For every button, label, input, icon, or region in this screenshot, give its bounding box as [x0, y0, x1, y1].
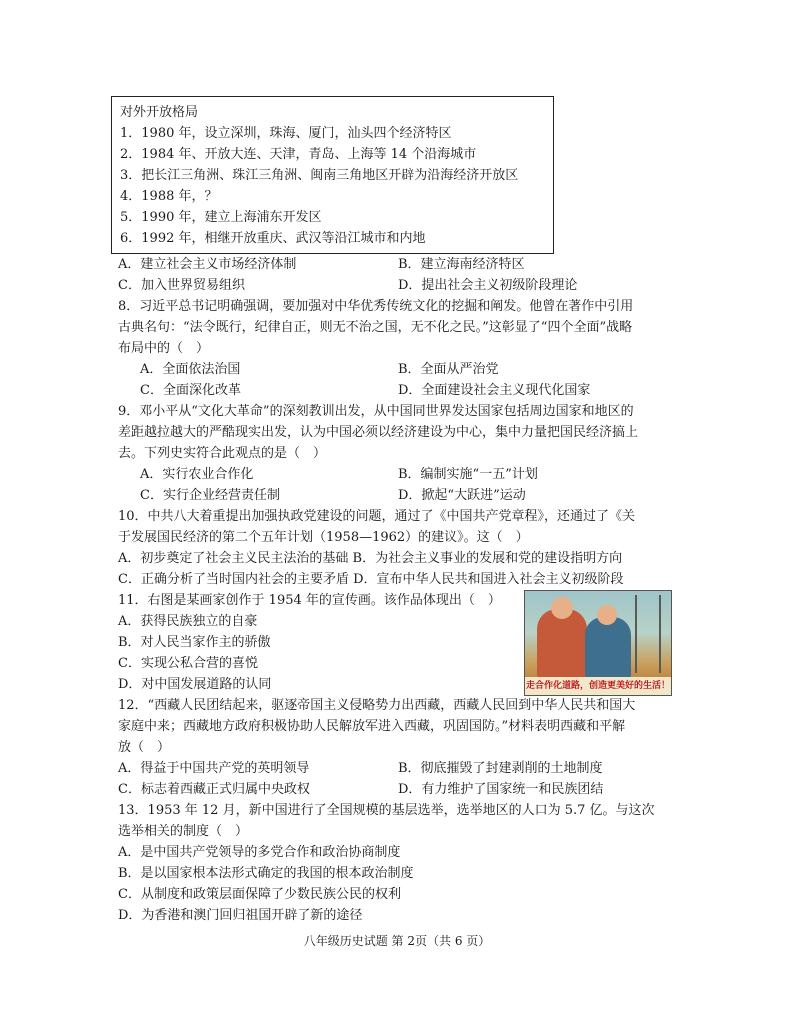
option-b: B．对人民当家作主的骄傲 — [118, 635, 271, 650]
option-a: A．全面依法治国 — [140, 362, 241, 377]
option-b: B．彻底摧毁了封建剥削的土地制度 — [398, 761, 603, 776]
option-d: D．提出社会主义初级阶段理论 — [398, 278, 578, 293]
option-c: C．全面深化改革 — [140, 383, 241, 398]
option-c: C．标志着西藏正式归属中央政权 — [118, 782, 310, 797]
option-a: A．建立社会主义市场经济体制 — [118, 257, 297, 272]
q10-stem: 10．中共八大着重提出加强执政党建设的问题，通过了《中国共产党章程》，还通过了《关 — [118, 509, 636, 524]
q10-options-cd: C．正确分析了当时国内社会的主要矛盾 D．宣布中华人民共和国进入社会主义初级阶段 — [118, 572, 624, 587]
option-b: B．建立海南经济特区 — [398, 257, 525, 272]
q8-options-row2 — [118, 380, 678, 401]
option-b: B．是以国家根本法形式确定的我国的根本政治制度 — [118, 866, 414, 881]
poster-figure-woman — [585, 617, 631, 679]
table-line: 6．1992 年，相继开放重庆、武汉等沿江城市和内地 — [120, 231, 426, 246]
q8-options-row1 — [118, 359, 678, 380]
poster-figure-head — [551, 597, 573, 619]
page-footer: 八年级历史试题 第 2页（共 6 页） — [303, 934, 491, 948]
q13-stem: 选举相关的制度（ ） — [118, 824, 249, 839]
open-policy-table — [111, 96, 554, 254]
q11-stem: 11．右图是某画家创作于 1954 年的宣传画。该作品体现出（ ） — [118, 593, 501, 608]
table-line: 1．1980 年，设立深圳，珠海、厦门，汕头四个经济特区 — [120, 126, 452, 141]
option-d: D．对中国发展道路的认同 — [118, 677, 272, 692]
option-d: D．为香港和澳门回归祖国开辟了新的途径 — [118, 908, 363, 923]
poster-caption: 走合作化道路，创造更美好的生活！ — [525, 677, 671, 695]
table-line: 2．1984 年、开放大连、天津，青岛、上海等 14 个沿海城市 — [120, 147, 477, 162]
option-d: D．全面建设社会主义现代化国家 — [398, 383, 591, 398]
option-c: C．实行企业经营责任制 — [140, 488, 280, 503]
q12-options-row2 — [118, 779, 678, 800]
q10-stem: 于发展国民经济的第二个五年计划（1958—1962）的建议》。这（ ） — [118, 530, 529, 545]
q9-stem: 差距越拉越大的严酷现实出发，认为中国必须以经济建设为中心，集中力量把国民经济搞上 — [118, 425, 639, 440]
q9-options-row2 — [118, 485, 678, 506]
q13-stem: 13．1953 年 12 月，新中国进行了全国规模的基层选举，选举地区的人口为 5.7 亿。与这次 — [118, 803, 655, 818]
q9-stem: 去。下列史实符合此观点的是（ ） — [118, 446, 327, 461]
q12-stem: 放（ ） — [118, 740, 171, 755]
q8-stem: 布局中的（ ） — [118, 341, 210, 356]
q9-stem: 9．邓小平从“文化大革命”的深刻教训出发，从中国同世界发达国家包括周边国家和地区的 — [118, 404, 634, 419]
table-line: 5．1990 年，建立上海浦东开发区 — [120, 210, 322, 225]
q12-options-row1 — [118, 758, 678, 779]
table-title: 对外开放格局 — [120, 105, 199, 120]
poster-tower-graphic — [635, 595, 661, 673]
option-a: A．获得民族独立的自豪 — [118, 614, 258, 629]
option-d: D．有力维护了国家统一和民族团结 — [398, 782, 604, 797]
option-c: C．从制度和政策层面保障了少数民族公民的权利 — [118, 887, 401, 902]
q7-options-row2 — [118, 275, 678, 296]
option-b: B．全面从严治党 — [398, 362, 499, 377]
q9-options-row1 — [118, 464, 678, 485]
table-line: 3．把长江三角洲、珠江三角洲、闽南三角地区开辟为沿海经济开放区 — [120, 168, 519, 183]
table-line: 4．1988 年，？ — [120, 189, 218, 204]
poster-figure-head — [597, 605, 617, 625]
option-a: A．是中国共产党领导的多党合作和政治协商制度 — [118, 845, 401, 860]
q7-options-row1 — [118, 254, 678, 275]
q8-stem: 古典名句：“法令既行，纪律自正，则无不治之国，无不化之民。”这彰显了“四个全面”战略 — [118, 320, 633, 335]
option-c: C．实现公私合营的喜悦 — [118, 656, 258, 671]
q12-stem: 家庭中来；西藏地方政府积极协助人民解放军进入西藏，巩固国防。”材料表明西藏和平解 — [118, 719, 626, 734]
option-c: C．加入世界贸易组织 — [118, 278, 245, 293]
poster-figure-man — [537, 609, 587, 679]
q12-stem: 12．“西藏人民团结起来，驱逐帝国主义侵略势力出西藏，西藏人民回到中华人民共和国大 — [118, 698, 636, 713]
option-a: A．得益于中国共产党的英明领导 — [118, 761, 310, 776]
propaganda-poster-image — [524, 590, 672, 696]
option-b: B．编制实施“一五”计划 — [398, 467, 538, 482]
option-d: D．掀起“大跃进”运动 — [398, 488, 526, 503]
q10-options-ab: A．初步奠定了社会主义民主法治的基础 B．为社会主义事业的发展和党的建设指明方向 — [118, 551, 623, 566]
q8-stem: 8．习近平总书记明确强调，要加强对中华优秀传统文化的挖掘和阐发。他曾在著作中引用 — [118, 299, 634, 314]
option-a: A．实行农业合作化 — [140, 467, 254, 482]
